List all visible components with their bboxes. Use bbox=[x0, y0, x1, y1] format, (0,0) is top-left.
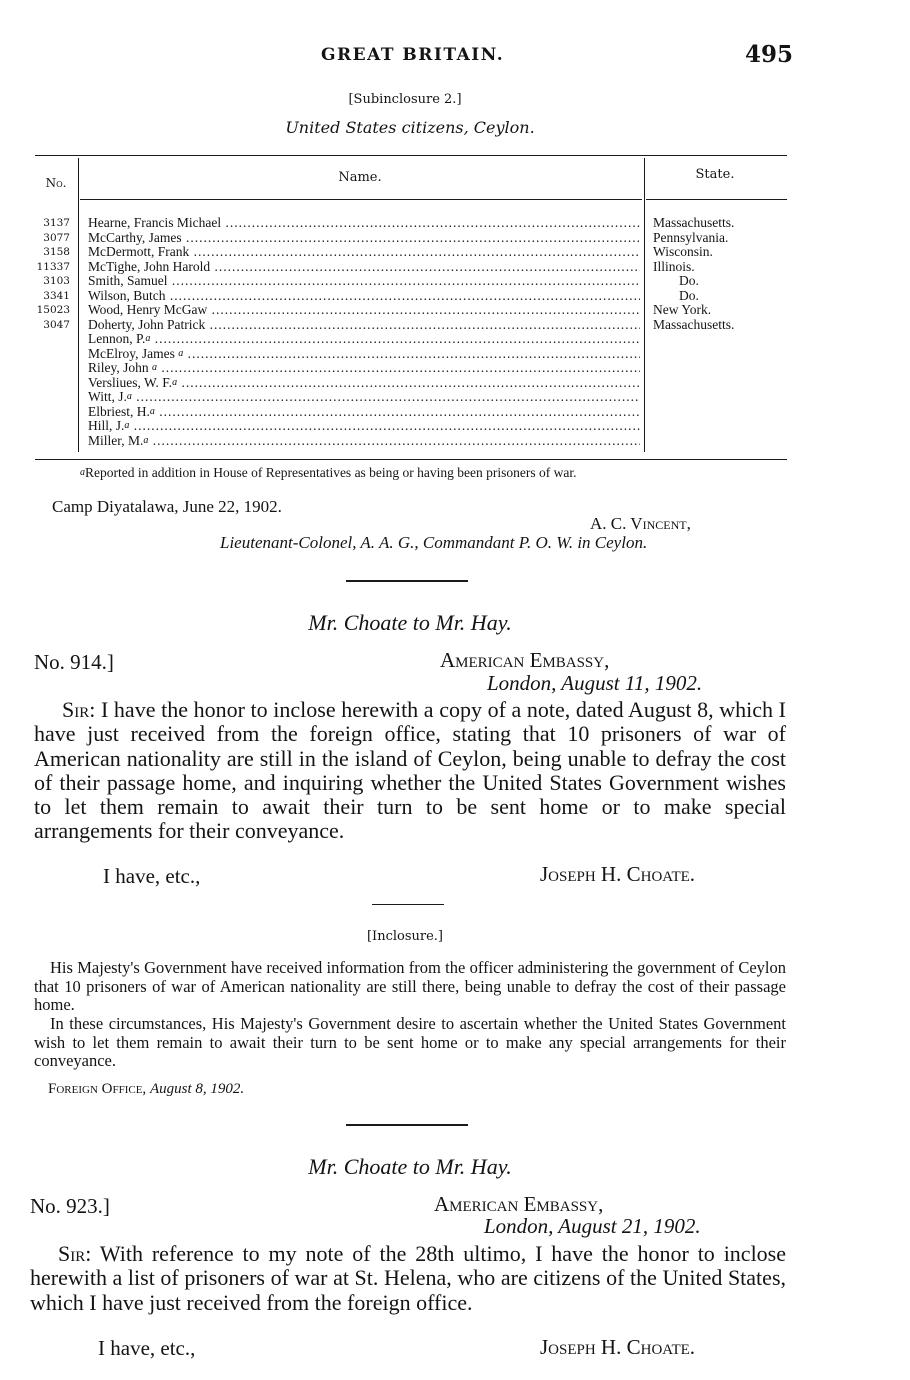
table-row bbox=[0, 318, 800, 332]
prisoner-name bbox=[88, 390, 640, 404]
letter-body-text: I have the honor to inclose herewith a copy of a note, dated August 8, which I have just received from the foreign office, stating that 10 prisoners of war of American nationality are still in the island of Ceylon, being unable to defray the cost of their passage home, and inquiring whether the United States Government wishes to let them remain to await their turn to be sent home or to make special arrangements for their conveyance. bbox=[34, 697, 787, 844]
footnote-ref: a bbox=[143, 434, 149, 446]
inclosure-paragraph-2: In these circumstances, His Majesty's Government desire to ascertain whether the United States Government wish to let them remain to await their turn to be sent home or to make any special arrangements for their conveyance. bbox=[34, 1014, 786, 1070]
section-divider bbox=[372, 904, 444, 905]
letter-number: No. 914.] bbox=[34, 650, 114, 674]
prisoner-name-text: McTighe, John Harold bbox=[88, 259, 211, 274]
footnote-ref: a bbox=[149, 405, 155, 417]
footnote-ref: a bbox=[172, 376, 178, 388]
signature: Joseph H. Choate. bbox=[540, 862, 696, 886]
table-row bbox=[0, 303, 800, 317]
prisoner-name-text: McDermott, Frank bbox=[88, 245, 190, 259]
name-header-rule bbox=[80, 199, 642, 200]
table-row bbox=[0, 216, 800, 230]
prisoner-state: Massachusetts. bbox=[653, 215, 735, 230]
table-row bbox=[0, 390, 800, 404]
inclosure-signoff bbox=[48, 1081, 244, 1098]
table-title: United States citizens, Ceylon. bbox=[285, 118, 535, 137]
table-top-rule bbox=[35, 155, 787, 156]
prisoner-name bbox=[88, 260, 640, 274]
subinclosure-label: [Subinclosure 2.] bbox=[348, 92, 462, 107]
table-row bbox=[0, 347, 800, 361]
table-row bbox=[0, 231, 800, 245]
table-row bbox=[0, 332, 800, 346]
signer-name: A. C. Vincent, bbox=[590, 514, 691, 533]
table-row bbox=[0, 260, 800, 274]
letter-body-text: With reference to my note of the 28th ultimo, I have the honor to inclose herewith a list of prisoners of war at St. Helena, who are citizens of the United States, which I have just received from the foreign office. bbox=[30, 1241, 787, 1315]
column-header-no: No. bbox=[45, 176, 67, 190]
table-row bbox=[0, 245, 800, 259]
prisoner-name bbox=[88, 419, 640, 433]
prisoner-name-text: Elbriest, H. bbox=[88, 404, 150, 419]
prisoner-name bbox=[88, 347, 640, 361]
prisoner-name bbox=[88, 245, 640, 259]
column-header-name: Name. bbox=[338, 170, 382, 185]
prisoner-name-text: Hill, J. bbox=[88, 419, 125, 433]
prisoner-number: 3158 bbox=[43, 246, 70, 258]
footnote-ref: a bbox=[124, 420, 130, 431]
table-row bbox=[0, 405, 800, 419]
section-divider bbox=[346, 1124, 468, 1126]
prisoner-name-text: Doherty, John Patrick bbox=[88, 317, 206, 332]
prisoner-name-text: Versliues, W. F. bbox=[88, 375, 173, 390]
footnote-text: Reported in addition in House of Representatives as being or having been prisoners of war. bbox=[85, 465, 577, 480]
footnote-ref: a bbox=[178, 347, 184, 359]
prisoner-number: 3137 bbox=[43, 217, 70, 229]
prisoner-name bbox=[88, 361, 640, 375]
table-row bbox=[0, 289, 800, 303]
footnote-ref: a bbox=[152, 362, 157, 373]
embassy-name: American Embassy, bbox=[440, 648, 610, 672]
column-header-state: State. bbox=[695, 167, 735, 182]
prisoner-state: Massachusetts. bbox=[653, 316, 735, 332]
inclosure-label: [Inclosure.] bbox=[366, 929, 443, 944]
prisoner-name bbox=[88, 274, 640, 288]
prisoner-number: 11337 bbox=[36, 260, 70, 273]
prisoner-name-text: Riley, John bbox=[88, 361, 152, 375]
letter-heading: Mr. Choate to Mr. Hay. bbox=[308, 1154, 512, 1179]
salutation: Sir: bbox=[58, 1241, 92, 1266]
prisoner-number: 3047 bbox=[43, 318, 70, 331]
prisoner-state: Do. bbox=[679, 273, 699, 288]
state-header-rule bbox=[646, 199, 787, 200]
prisoner-state: Wisconsin. bbox=[653, 244, 713, 259]
closing: I have, etc., bbox=[103, 864, 201, 888]
footnote-ref: a bbox=[126, 391, 132, 402]
prisoner-state: Pennsylvania. bbox=[653, 229, 729, 245]
prisoner-name bbox=[88, 303, 640, 317]
office-name: Foreign Office, bbox=[48, 1081, 147, 1097]
prisoner-number: 15023 bbox=[36, 304, 70, 316]
page-number: 495 bbox=[745, 41, 794, 68]
embassy-name: American Embassy, bbox=[434, 1192, 604, 1216]
prisoner-name bbox=[88, 289, 640, 303]
prisoner-name bbox=[88, 405, 640, 419]
prisoner-number: 3103 bbox=[43, 275, 70, 287]
prisoner-name-text: Lennon, P. bbox=[88, 332, 146, 346]
prisoner-name bbox=[88, 434, 640, 448]
table-footnote bbox=[80, 465, 800, 481]
footnote-mark: a bbox=[80, 467, 85, 478]
prisoner-number: 3341 bbox=[43, 289, 70, 302]
prisoner-name-text: Witt, J. bbox=[88, 390, 127, 404]
prisoner-number: 3077 bbox=[43, 231, 70, 244]
inclosure-paragraph-1: His Majesty's Government have received information from the officer administering the government of Ceylon that 10 prisoners of war of American nationality are still there, being unable to defray the cost of their passage home. bbox=[34, 958, 786, 1014]
prisoner-state: Do. bbox=[679, 287, 699, 303]
signature: Joseph H. Choate. bbox=[540, 1335, 696, 1359]
prisoner-name-text: Hearne, Francis Michael bbox=[88, 216, 222, 230]
prisoner-name-text: McElroy, James bbox=[88, 346, 179, 361]
letter-dateline: London, August 11, 1902. bbox=[487, 671, 703, 695]
section-divider bbox=[346, 580, 468, 582]
closing: I have, etc., bbox=[98, 1336, 196, 1360]
signer-title: Lieutenant-Colonel, A. A. G., Commandant P. O. W. in Ceylon. bbox=[220, 533, 648, 552]
table-row bbox=[0, 434, 800, 448]
prisoner-name bbox=[88, 376, 640, 390]
prisoner-state: Illinois. bbox=[653, 258, 695, 274]
salutation: Sir: bbox=[62, 697, 96, 722]
letter-dateline: London, August 21, 1902. bbox=[484, 1214, 701, 1238]
letter-body bbox=[30, 1242, 786, 1315]
letter-body bbox=[34, 698, 786, 844]
office-date: August 8, 1902. bbox=[149, 1081, 245, 1097]
table-row bbox=[0, 376, 800, 390]
letter-number: No. 923.] bbox=[30, 1194, 110, 1218]
prisoner-name-text: Wood, Henry McGaw bbox=[88, 303, 208, 317]
place-date: Camp Diyatalawa, June 22, 1902. bbox=[52, 497, 282, 516]
prisoner-name-text: Wilson, Butch bbox=[88, 288, 166, 303]
letter-heading: Mr. Choate to Mr. Hay. bbox=[308, 610, 512, 635]
footnote-ref: a bbox=[145, 333, 151, 344]
prisoner-name-text: McCarthy, James bbox=[88, 230, 182, 245]
running-header: GREAT BRITAIN. bbox=[321, 45, 505, 65]
prisoner-name bbox=[88, 216, 640, 230]
table-bottom-rule bbox=[35, 459, 787, 460]
prisoner-name bbox=[88, 332, 640, 346]
prisoner-name-text: Smith, Samuel bbox=[88, 274, 168, 288]
table-row bbox=[0, 274, 800, 288]
table-row bbox=[0, 361, 800, 375]
prisoner-state: New York. bbox=[653, 302, 712, 317]
table-row bbox=[0, 419, 800, 433]
prisoner-name-text: Miller, M. bbox=[88, 433, 144, 448]
prisoner-name bbox=[88, 231, 640, 245]
prisoner-name bbox=[88, 318, 640, 332]
